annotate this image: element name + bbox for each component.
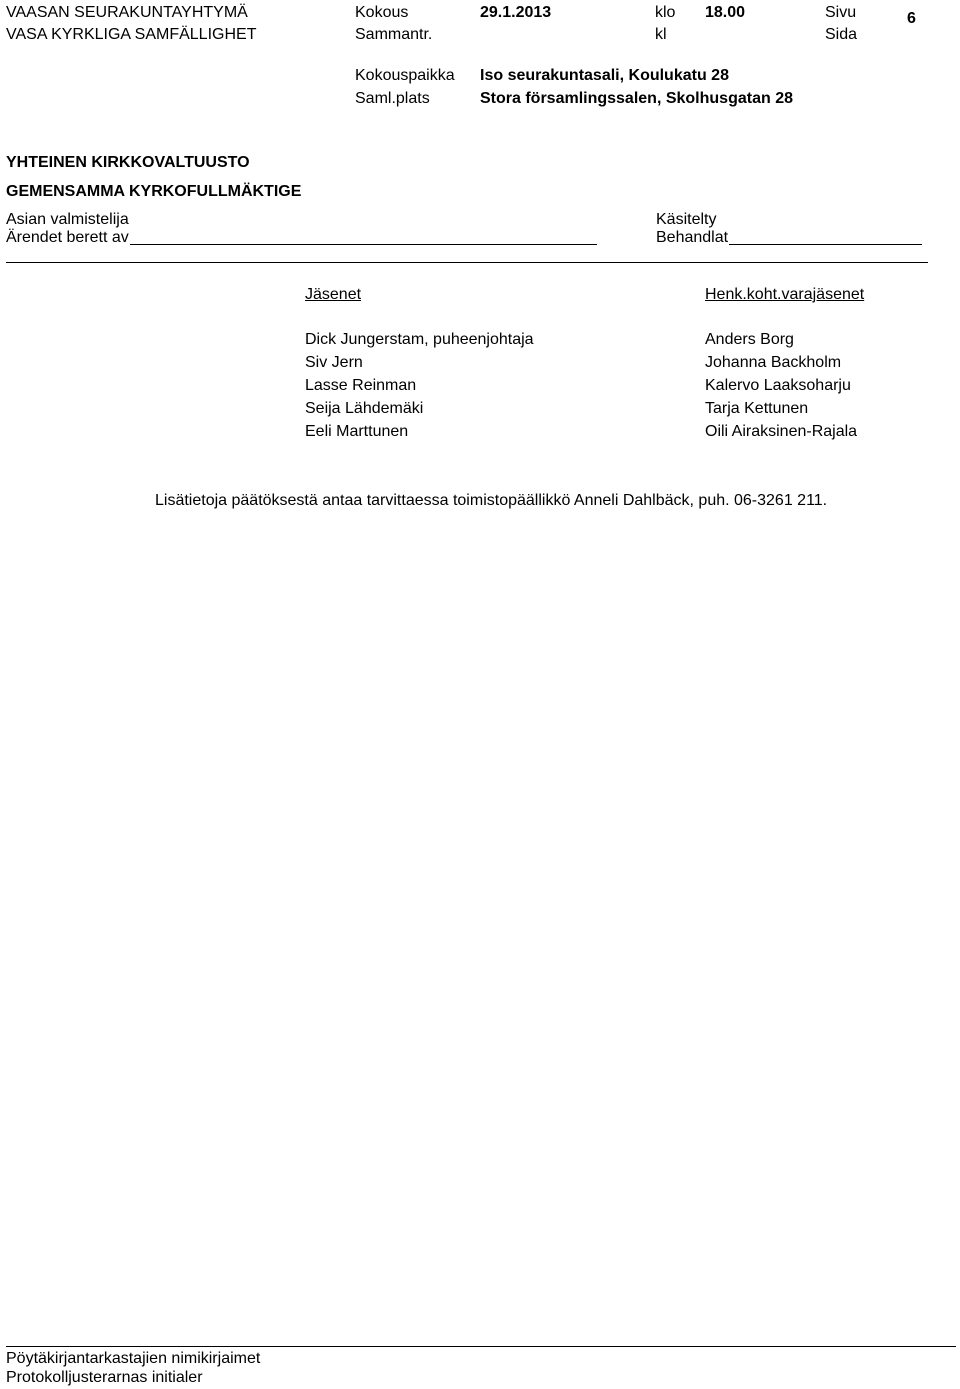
- members-heading: Jäsenet: [305, 286, 362, 303]
- time-label-fi: klo: [655, 4, 676, 21]
- member-name: Siv Jern: [305, 354, 363, 371]
- section-divider: [6, 262, 928, 263]
- preparer-label-sv: Ärendet berett av: [6, 229, 129, 246]
- meeting-date: 29.1.2013: [480, 4, 552, 21]
- footer-initials-fi: Pöytäkirjantarkastajien nimikirjaimet: [6, 1350, 261, 1367]
- handled-signature-line: [729, 244, 922, 245]
- page-label-fi: Sivu: [825, 4, 857, 21]
- preparer-signature-line: [130, 244, 597, 245]
- member-name: Seija Lähdemäki: [305, 400, 424, 417]
- venue-label-fi: Kokouspaikka: [355, 67, 455, 84]
- venue-label-sv: Saml.plats: [355, 90, 430, 107]
- footer-divider: [6, 1346, 956, 1347]
- member-name: Dick Jungerstam, puheenjohtaja: [305, 331, 534, 348]
- deputies-heading: Henk.koht.varajäsenet: [705, 286, 865, 303]
- deputy-name: Anders Borg: [705, 331, 794, 348]
- meeting-label-fi: Kokous: [355, 4, 409, 21]
- council-title-fi: YHTEINEN KIRKKOVALTUUSTO: [6, 154, 250, 171]
- meeting-label-sv: Sammantr.: [355, 26, 433, 43]
- page-label-sv: Sida: [825, 26, 858, 43]
- deputy-name: Kalervo Laaksoharju: [705, 377, 851, 394]
- time-label-sv: kl: [655, 26, 667, 43]
- deputy-name: Johanna Backholm: [705, 354, 842, 371]
- organization-name-fi: VAASAN SEURAKUNTAYHTYMÄ: [6, 4, 248, 21]
- preparer-label-fi: Asian valmistelija: [6, 211, 129, 228]
- deputy-name: Oili Airaksinen-Rajala: [705, 423, 858, 440]
- organization-name-sv: VASA KYRKLIGA SAMFÄLLIGHET: [6, 26, 257, 43]
- additional-info-text: Lisätietoja päätöksestä antaa tarvittaessa toimistopäällikkö Anneli Dahlbäck, puh. 06-3261 211.: [155, 492, 828, 509]
- member-name: Eeli Marttunen: [305, 423, 409, 440]
- page-number: 6: [907, 10, 916, 27]
- member-name: Lasse Reinman: [305, 377, 417, 394]
- council-title-sv: GEMENSAMMA KYRKOFULLMÄKTIGE: [6, 183, 302, 200]
- handled-label-fi: Käsitelty: [656, 211, 717, 228]
- handled-label-sv: Behandlat: [656, 229, 729, 246]
- meeting-time: 18.00: [705, 4, 746, 21]
- footer-initials-sv: Protokolljusterarnas initialer: [6, 1369, 203, 1386]
- venue-sv: Stora församlingssalen, Skolhusgatan 28: [480, 90, 793, 107]
- deputy-name: Tarja Kettunen: [705, 400, 809, 417]
- venue-fi: Iso seurakuntasali, Koulukatu 28: [480, 67, 729, 84]
